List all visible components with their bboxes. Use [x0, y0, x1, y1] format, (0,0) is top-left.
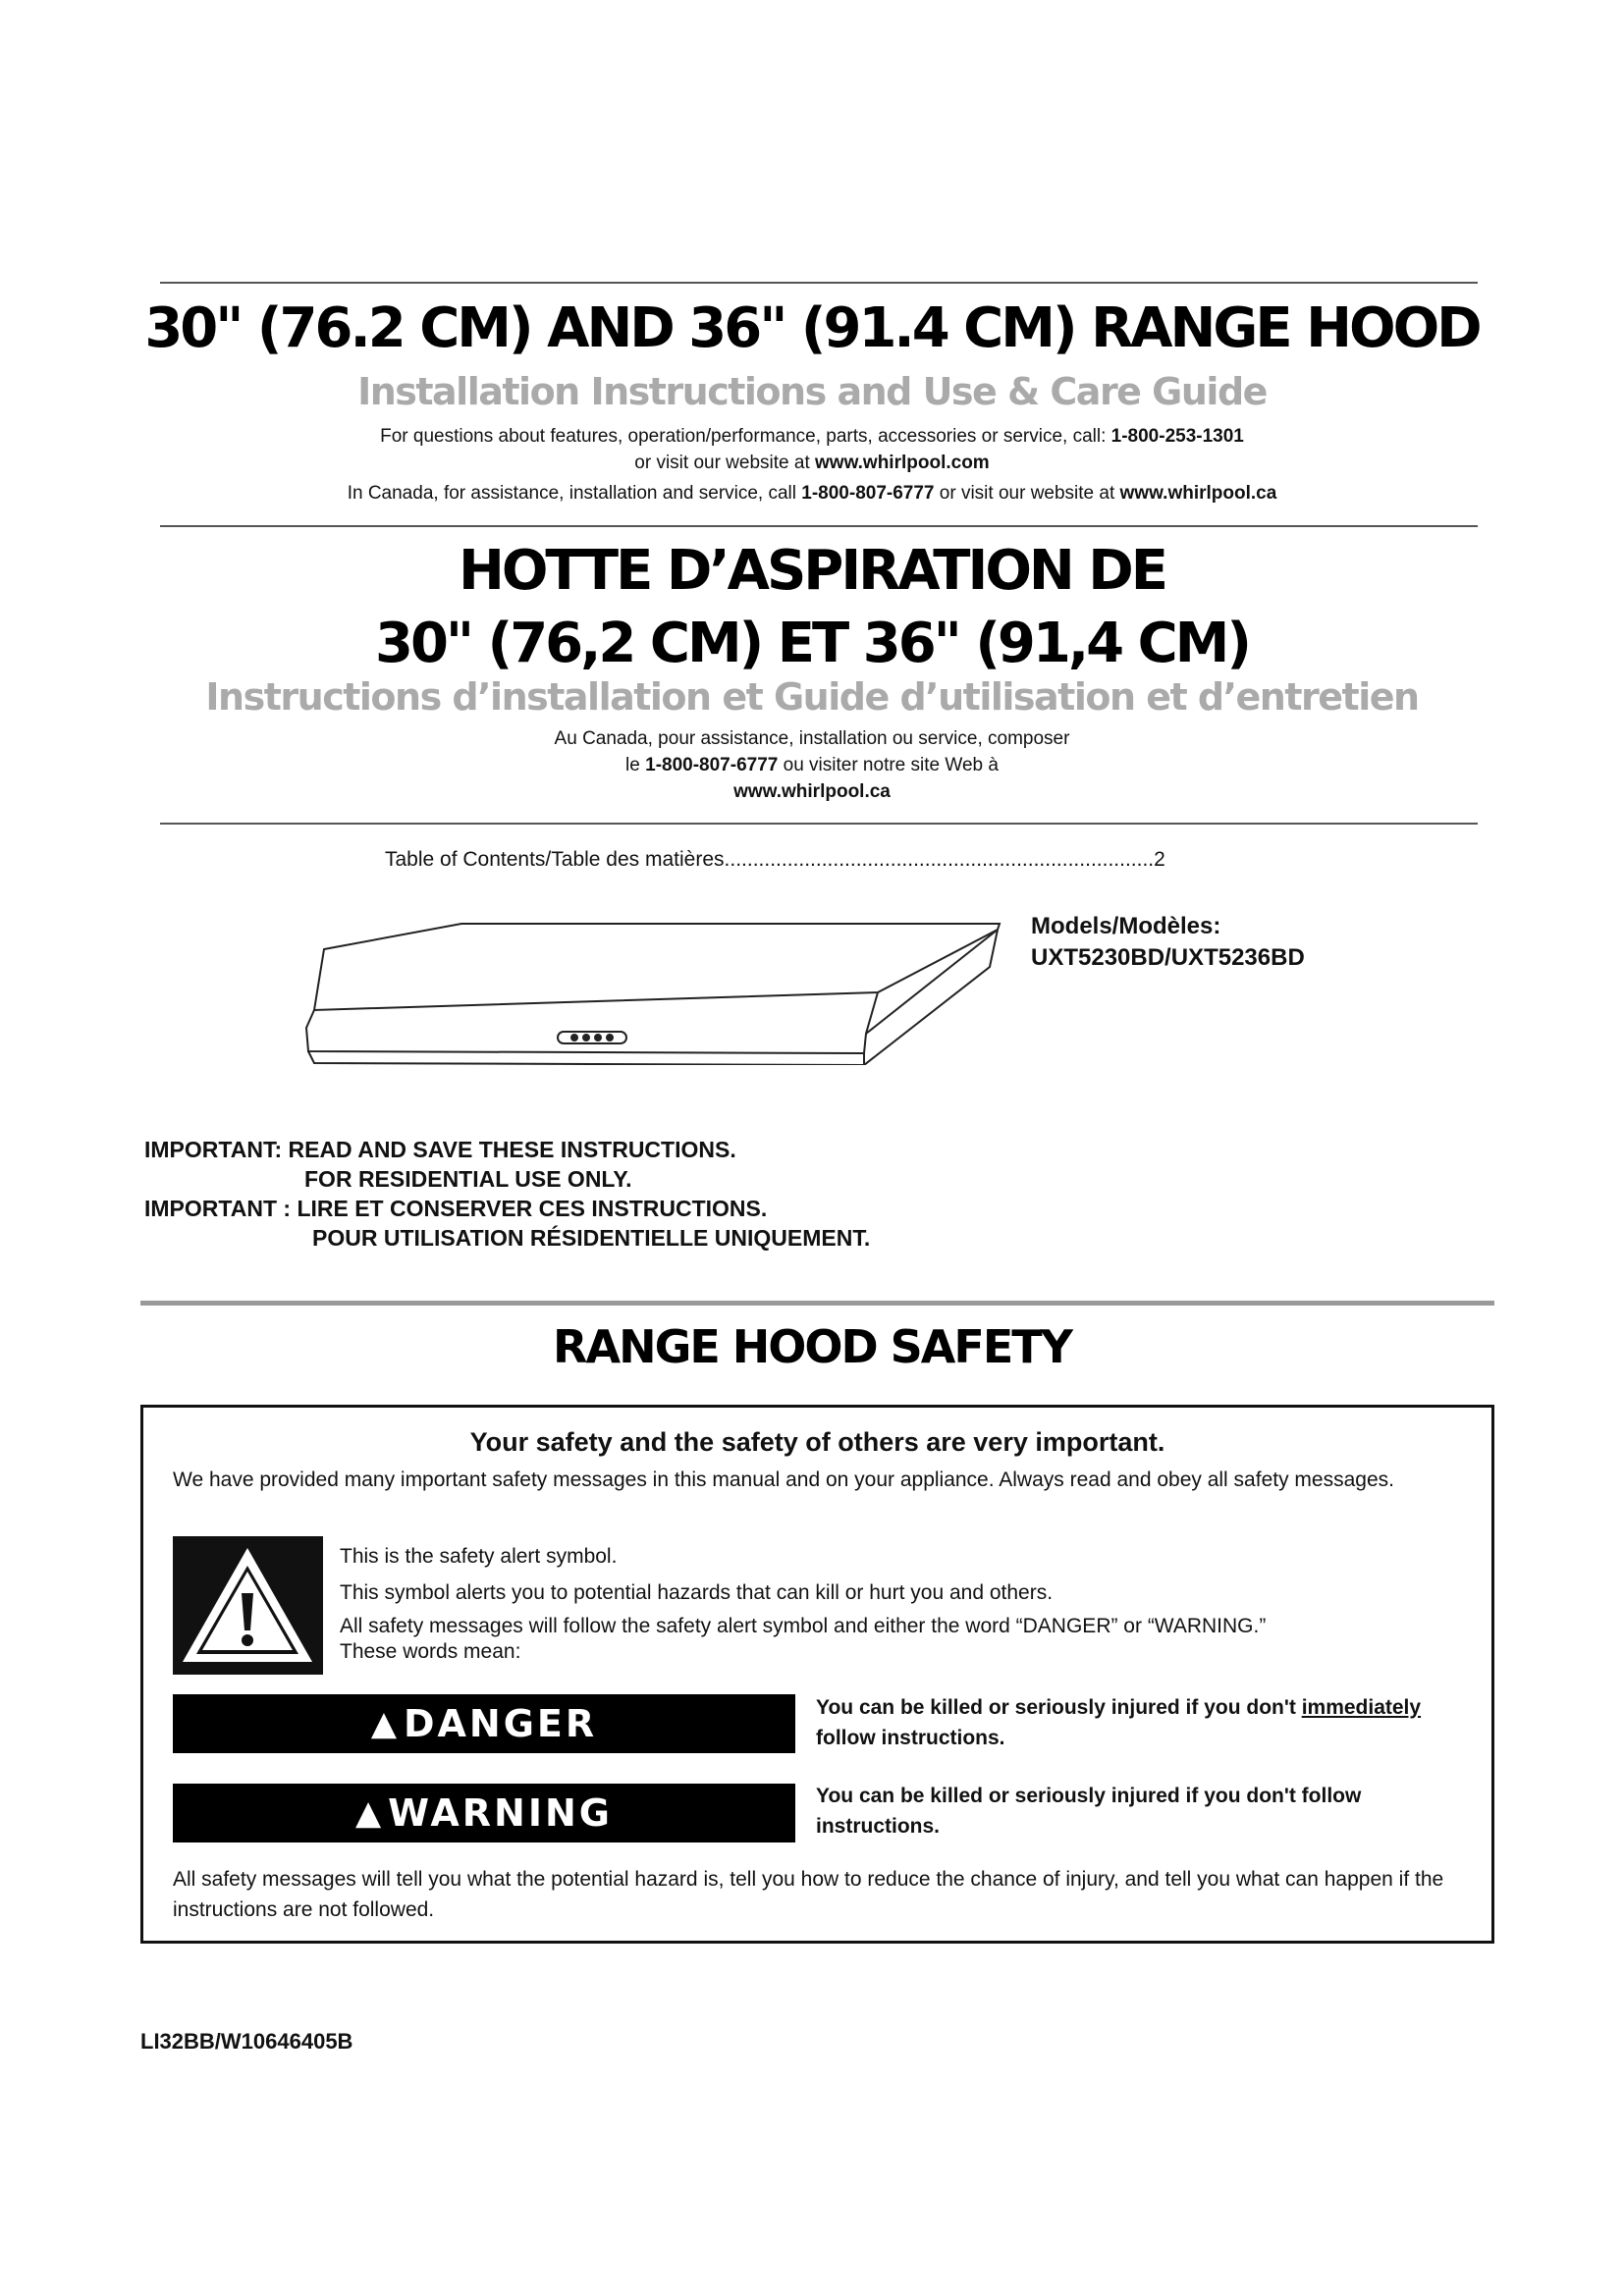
page-subtitle: Installation Instructions and Use & Care Guide — [357, 370, 1267, 413]
safety-intro: We have provided many important safety messages in this manual and on your appliance. Always read and obey all safety messages. — [173, 1468, 1394, 1491]
french-subtitle: Instructions d’installation et Guide d’utilisation et d’entretien — [205, 675, 1419, 719]
french-title-line1: HOTTE D’ASPIRATION DE — [458, 539, 1166, 603]
models-label: Models/Modèles: — [1031, 913, 1221, 939]
contact-phone[interactable]: 1-800-253-1301 — [1110, 426, 1244, 447]
section-rule — [160, 823, 1478, 825]
toc-label: Table of Contents/Table des matières — [385, 848, 725, 871]
contact-website-link[interactable]: www.whirlpool.com — [815, 453, 990, 473]
contact-text: or visit our website at — [934, 483, 1120, 504]
contact-line-canada — [98, 480, 1526, 507]
danger-text: follow instructions. — [816, 1727, 1005, 1749]
range-hood-illustration — [295, 908, 1001, 1065]
symbol-line: All safety messages will follow the safety alert symbol and either the word “DANGER” or “WARNING.” — [340, 1615, 1267, 1637]
contact-website-link[interactable]: www.whirlpool.ca — [733, 781, 891, 802]
model-numbers: UXT5230BD/UXT5236BD — [1031, 944, 1305, 971]
safety-alert-symbol — [173, 1536, 323, 1675]
warning-text: instructions. — [816, 1815, 941, 1838]
warning-description — [816, 1781, 1484, 1842]
contact-text: le — [625, 755, 646, 775]
important-notice-3: IMPORTANT : LIRE ET CONSERVER CES INSTRUCTIONS. — [144, 1196, 768, 1221]
symbol-description — [340, 1541, 1469, 1665]
warning-triangle-icon: ▲ — [355, 1793, 385, 1833]
important-notice-2: FOR RESIDENTIAL USE ONLY. — [304, 1166, 632, 1192]
danger-label: DANGER — [403, 1702, 598, 1745]
contact-text: In Canada, for assistance, installation and service, call — [347, 483, 802, 504]
warning-text: You can be killed or seriously injured if you don't follow — [816, 1785, 1362, 1807]
contact-website-link[interactable]: www.whirlpool.ca — [1119, 483, 1277, 504]
safety-footer: All safety messages will tell you what the potential hazard is, tell you how to reduce the chance of injury, and tell you what can happen if the instructions are not followed. — [173, 1868, 1444, 1921]
french-title — [98, 535, 1526, 680]
symbol-line: This is the safety alert symbol. — [340, 1545, 618, 1568]
models-block — [1031, 911, 1305, 974]
symbol-line: These words mean: — [340, 1640, 521, 1663]
danger-text-emphasis: immediately — [1301, 1696, 1422, 1719]
symbol-line: This symbol alerts you to potential hazards that can kill or hurt you and others. — [340, 1581, 1054, 1604]
safety-rule — [140, 1301, 1494, 1306]
important-notice-4: POUR UTILISATION RÉSIDENTIELLE UNIQUEMENT. — [312, 1225, 871, 1251]
warning-triangle-icon — [173, 1536, 323, 1675]
danger-banner — [173, 1694, 795, 1753]
contact-phone[interactable]: 1-800-807-6777 — [645, 755, 779, 775]
safety-heading: RANGE HOOD SAFETY — [553, 1320, 1071, 1373]
document-number: LI32BB/W10646405B — [140, 2029, 353, 2054]
contact-text: ou visiter notre site Web à — [778, 755, 999, 775]
page-title: 30" (76.2 CM) AND 36" (91.4 CM) RANGE HOOD — [144, 296, 1480, 360]
warning-triangle-icon: ▲ — [370, 1704, 400, 1743]
contact-text: Au Canada, pour assistance, installation ou service, composer — [554, 728, 1070, 749]
safety-box — [140, 1405, 1494, 1944]
french-title-line2: 30" (76,2 CM) ET 36" (91,4 CM) — [375, 612, 1249, 675]
section-rule — [160, 525, 1478, 527]
french-contact — [98, 725, 1526, 805]
contact-phone[interactable]: 1-800-807-6777 — [801, 483, 935, 504]
contact-text: For questions about features, operation/performance, parts, accessories or service, call: — [380, 426, 1111, 447]
contact-line-us — [98, 423, 1526, 476]
danger-text: You can be killed or seriously injured if you don't — [816, 1696, 1302, 1719]
warning-label: WARNING — [388, 1791, 613, 1835]
top-rule — [160, 282, 1478, 284]
toc-page: 2 — [1154, 848, 1165, 871]
contact-text: or visit our website at — [634, 453, 816, 473]
toc-entry[interactable] — [385, 846, 1269, 874]
toc-dots: ........................................................................... — [724, 848, 1155, 871]
danger-description — [816, 1692, 1484, 1753]
safety-box-title: Your safety and the safety of others are very important. — [469, 1427, 1165, 1457]
important-notice-1: IMPORTANT: READ AND SAVE THESE INSTRUCTIONS. — [144, 1137, 736, 1162]
warning-banner — [173, 1784, 795, 1842]
